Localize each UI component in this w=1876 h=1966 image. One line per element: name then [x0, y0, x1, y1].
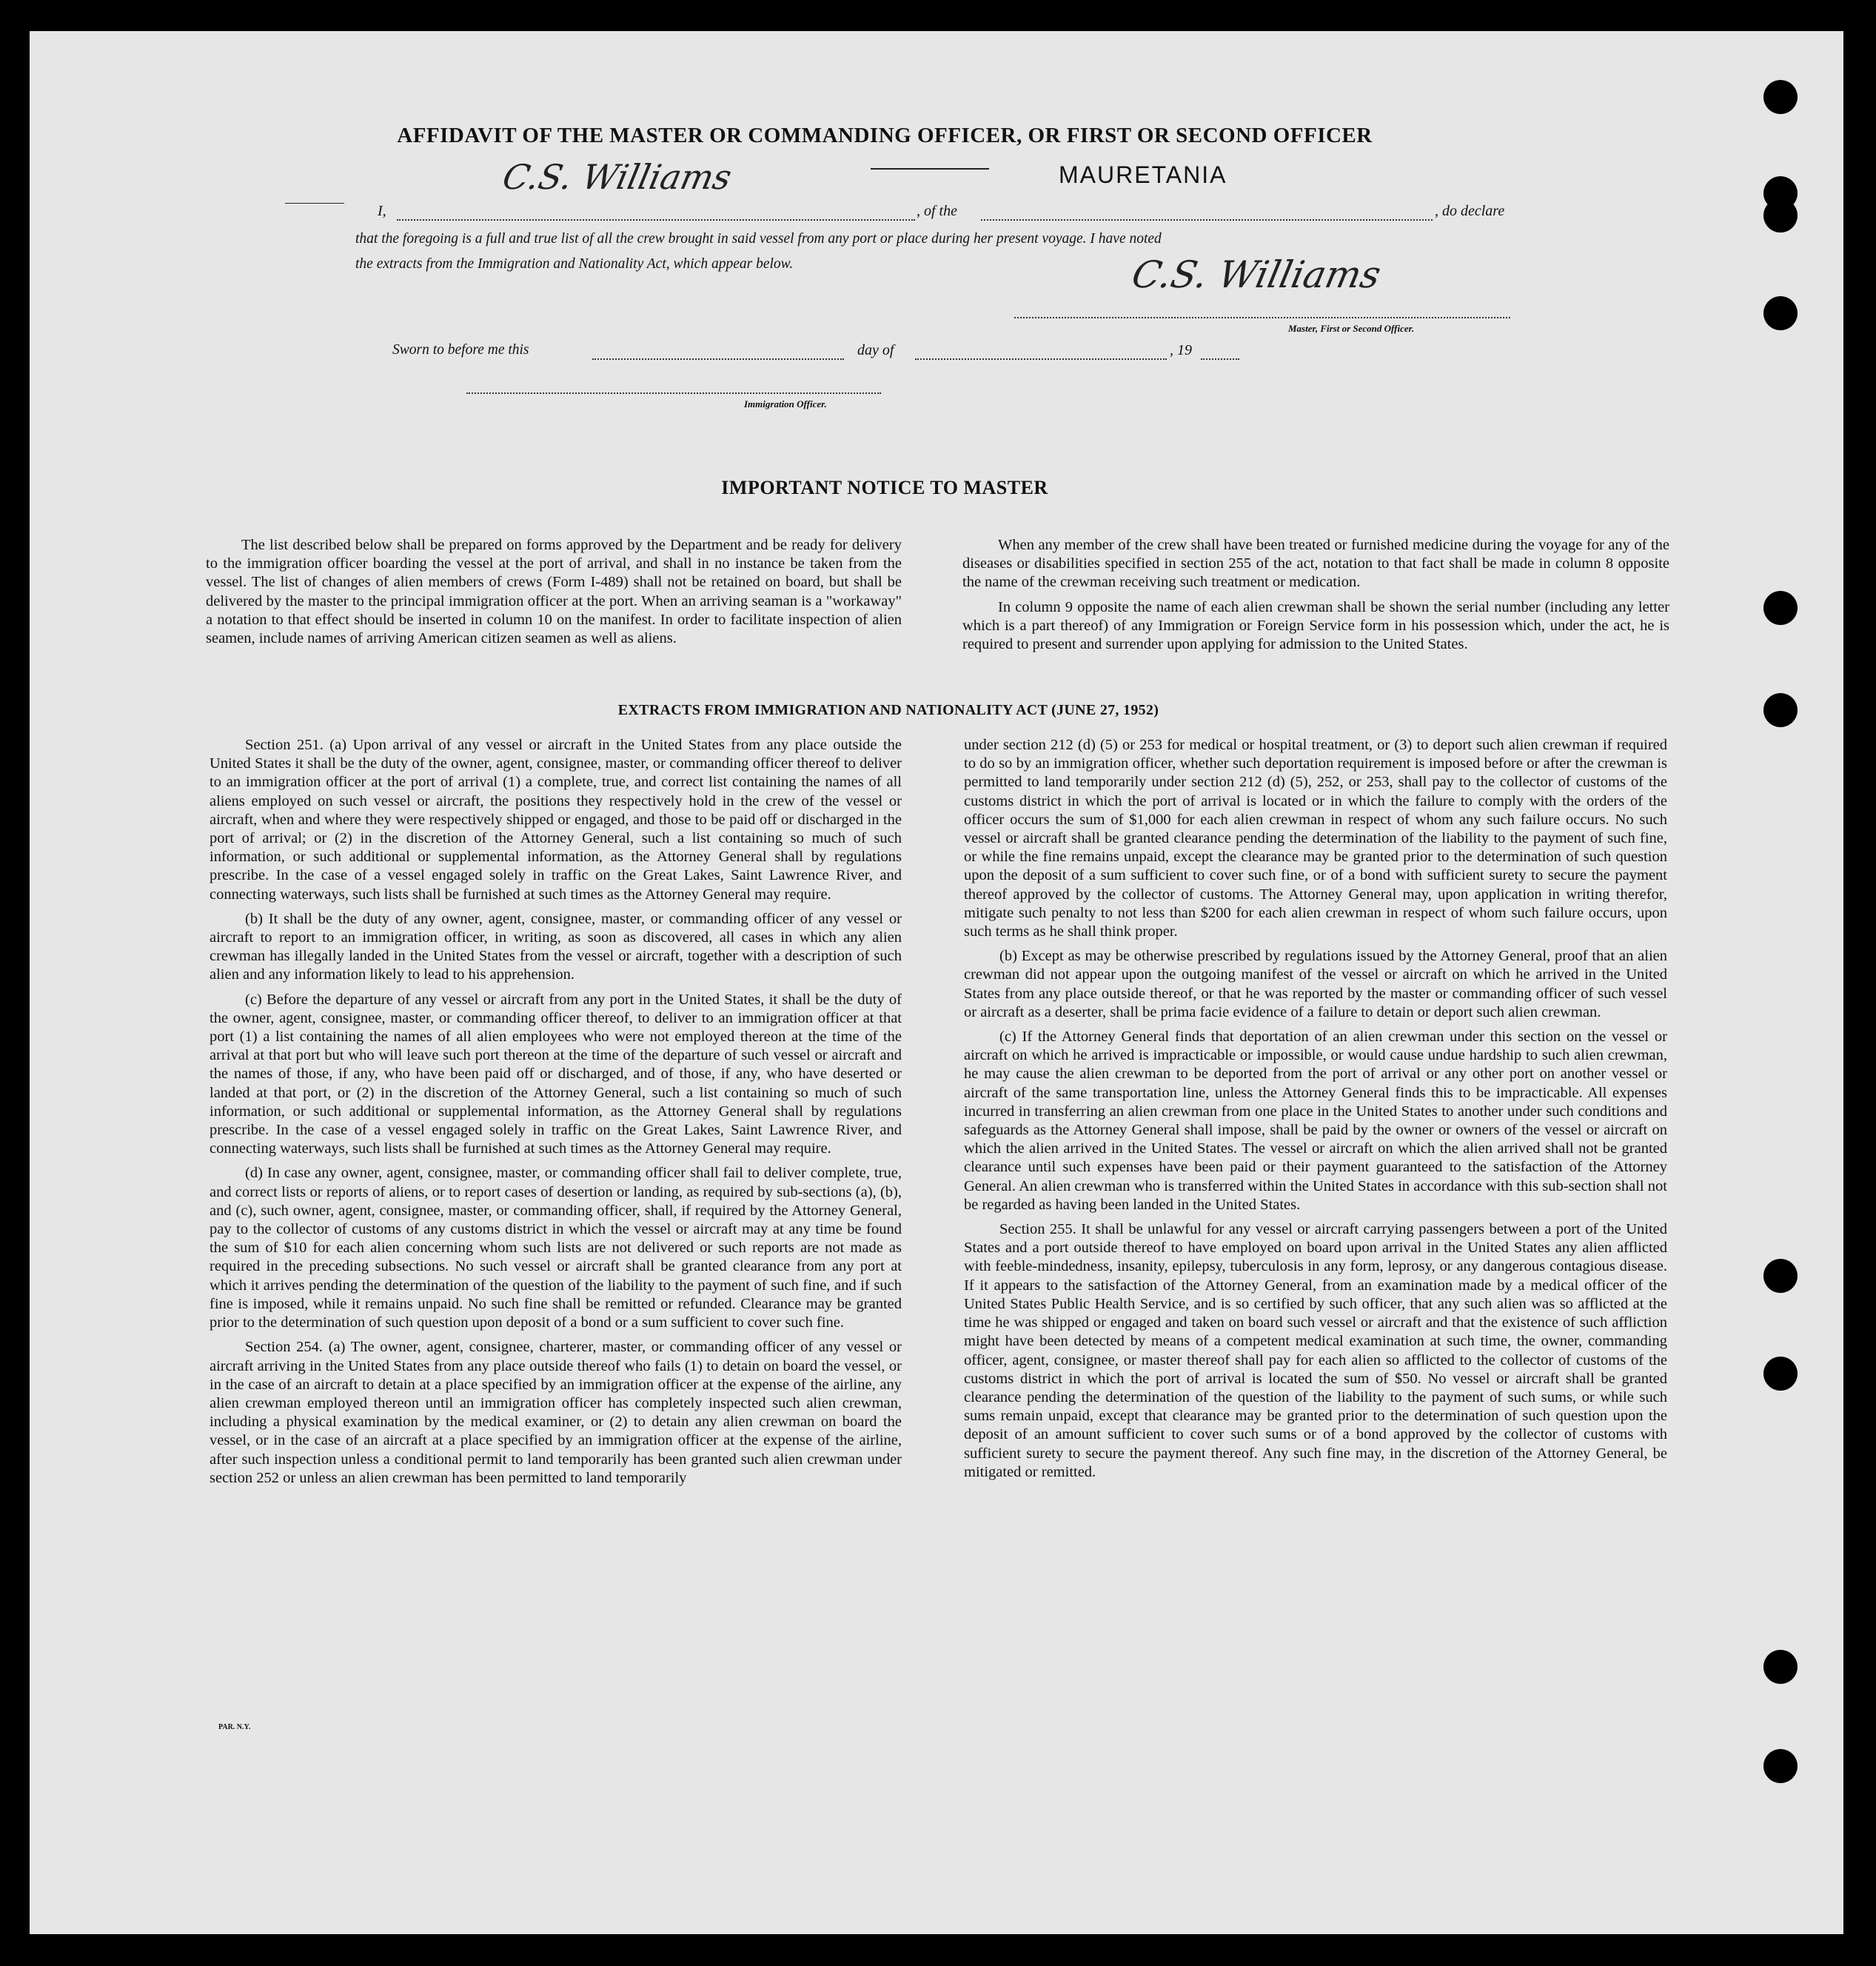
section-251-c: (c) Before the departure of any vessel or aircraft from any port in the United States, it shall be the duty of the owner, agent, consignee, master, or commanding officer thereof, to deliver to an immigration officer at that port (1) a list containing the names of all alien employees who were not employed thereon at the time of the arrival at that port but who will leave such port thereon at the time of the departure of such vessel or aircraft and the names of those, if any, who have been paid off or discharged, and of those, if any, who have deserted or landed at that port, or (2) in the discretion of the Attorney General, such a list containing so much of such information, or such additional or supplemental information, as the Attorney General shall by regulations prescribe. In the case of a vessel engaged solely in traffic on the Great Lakes, Saint Lawrence River, and connecting waterways, such lists shall be furnished at such times as the Attorney General may require.: [210, 991, 902, 1157]
signature-caption: Master, First or Second Officer.: [1288, 323, 1415, 334]
notice-right-column: [962, 536, 1669, 660]
punch-hole: [1763, 296, 1798, 330]
notice-title: IMPORTANT NOTICE TO MASTER: [721, 477, 1048, 498]
section-254-c: (c) If the Attorney General finds that deportation of an alien crewman under this section on the vessel or aircraft on which he arrived is impracticable or impossible, or would cause undue hardship to such alien crewman, he may cause the alien crewman to be deported from the port of arrival or any other port on another vessel or aircraft of the same transportation line, unless the Attorney General finds this to be impracticable. All expenses incurred in transferring an alien crewman from one place in the United States to another under such conditions and safeguards as the Attorney General shall impose, shall be paid by the owner or owners of the vessel or aircraft on which the alien arrived in the United States. The vessel or aircraft on which the alien arrived shall not be granted clearance until such expenses have been paid or their payment guaranteed to the satisfaction of the Attorney General. An alien crewman who is transferred within the United States in accordance with this sub-section shall not be regarded as having been landed in the United States.: [964, 1029, 1667, 1213]
section-251-b: (b) It shall be the duty of any owner, agent, consignee, master, or commanding officer of any vessel or aircraft to report to an immigration officer, in writing, as soon as discovered, all cases in which any alien crewman has illegally landed in the United States from the vessel or aircraft, together with a description of such alien and any information likely to lead to his apprehension.: [210, 910, 902, 983]
title-divider: [871, 168, 989, 170]
section-254-a: Section 254. (a) The owner, agent, consignee, charterer, master, or commanding officer of any vessel or aircraft arriving in the United States from any place outside thereof who fails (1) to detain on board the vessel, or in the case of an aircraft to detain at a place specified by an immigration officer at the expense of the airline, any alien crewman employed thereon until an immigration officer has completely inspected such alien crewman, including a physical examination by the medical examiner, or (2) to detain any alien crewman on board the vessel, or in the case of an aircraft at a place specified by an immigration officer at the expense of the airline, after such inspection unless a conditional permit to land temporarily has been granted such alien crewman under section 252 or unless an alien crewman has been permitted to land temporarily: [210, 1339, 902, 1486]
immigration-officer-line: [466, 392, 881, 394]
punch-hole: [1763, 693, 1798, 727]
printer-mark: PAR. N.Y.: [218, 1723, 251, 1731]
notice-right-paragraph-2: In column 9 opposite the name of each alien crewman shall be shown the serial number (including any letter which is a part thereof) of any Immigration or Foreign Service form in his possession which, under the act, he is required to present and surrender upon applying for admission to the United States.: [962, 598, 1669, 653]
extracts-title: EXTRACTS FROM IMMIGRATION AND NATIONALITY ACT (JUNE 27, 1952): [617, 702, 1159, 718]
vessel-fill-line: [981, 219, 1433, 221]
sworn-day-line: [592, 358, 844, 360]
section-251-d: (d) In case any owner, agent, consignee, master, or commanding officer shall fail to deliver complete, true, and correct lists or reports of aliens, or to report cases of desertion or landing, as required by sub-sections (a), (b), and (c), such owner, agent, consignee, master, or commanding officer, shall, if required by the Attorney General, pay to the collector of customs of any customs district in which the vessel or aircraft may at any time be found the sum of $10 for each alien concerning whom such lists are not delivered or such reports are not made as required in the preceding subsections. No such vessel or aircraft shall be granted clearance from any port at which it arrives pending the determination of the question of the liability to the payment of such fine, and if such fine is imposed, while it remains unpaid. No such fine shall be remitted or refunded. Clearance may be granted prior to the determination of such question upon deposit of a bond or a sum sufficient to cover such fine.: [210, 1165, 902, 1331]
declaration-of-the: , of the: [917, 203, 957, 219]
extracts-left-column: [210, 736, 902, 1494]
section-251-a: Section 251. (a) Upon arrival of any vessel or aircraft in the United States from any place outside the United States it shall be the duty of the owner, agent, consignee, master, or commanding officer thereof to deliver to an immigration officer at the port of arrival (1) a complete, true, and correct list containing the names of all aliens employed on such vessel or aircraft, the positions they respectively hold in the crew of the vessel or aircraft, when and where they were respectively shipped or engaged, and those to be paid off or discharged in the port of arrival; or (2) in the discretion of the Attorney General, such a list containing so much of such information, or such additional or supplemental information, as the Attorney General shall by regulations prescribe. In the case of a vessel engaged solely in traffic on the Great Lakes, Saint Lawrence River, and connecting waterways, such lists shall be furnished at such times as the Attorney General may require.: [210, 737, 902, 903]
signature-line: [1014, 317, 1510, 318]
sworn-text: Sworn to before me this: [392, 342, 529, 358]
section-255: Section 255. It shall be unlawful for any vessel or aircraft carrying passengers between a port of the United States and a port outside thereof to have employed on board upon arrival in the United States any alien afflicted with feeble-mindedness, insanity, epilepsy, tuberculosis in any form, leprosy, or any dangerous contagious disease. If it appears to the satisfaction of the Attorney General, from an examination made by a medical officer of the United States Public Health Service, and is so certified by such officer, that any such alien was so afflicted at the time he was shipped or engaged and taken on board such vessel or aircraft and that the existence of such affliction might have been detected by means of a competent medical examination at such time, the owner, commanding officer, agent, consignee, or master thereof shall pay for each alien so afflicted to the collector of customs of the customs district in which the port of arrival is located the sum of $50. No vessel or aircraft shall be granted clearance pending the determination of the question of the liability to the payment of such sums, or while such sums remain unpaid, except that clearance may be granted prior to the determination of such question upon the deposit of an amount sufficient to cover such sums or of a bond approved by the collector of customs with sufficient surety to secure the payment thereof. Any such fine may, in the discretion of the Attorney General, be mitigated or remitted.: [964, 1221, 1667, 1480]
punch-hole: [1763, 1357, 1798, 1391]
section-254-a-continued: under section 212 (d) (5) or 253 for medical or hospital treatment, or (3) to deport such alien crewman if required to do so by an immigration officer, whether such deportation requirement is imposed before or after the crewman is permitted to land temporarily under section 212 (d) (5), 252, or 253, shall pay to the collector of customs of the customs district in which the port of arrival is located or in which the failure to comply with the orders of the officer occurs the sum of $1,000 for each alien crewman in respect of whom any such failure occurs. No such vessel or aircraft shall be granted clearance pending the determination of the liability to the payment of such fine, or while the fine remains unpaid, except the clearance may be granted prior to the determination of such question upon the deposit of a sum sufficient to cover such fine, or of a bond with sufficient surety to secure the payment thereof approved by the collector of customs. The Attorney General may, upon application in writing therefor, mitigate such penalty to not less than $200 for each alien crewman in respect of whom such failure occurs, upon such terms as he shall think proper.: [964, 737, 1667, 940]
sworn-year-prefix: , 19: [1170, 342, 1192, 358]
sworn-month-line: [915, 358, 1167, 360]
name-fill-line: [397, 219, 915, 221]
declaration-line-1: that the foregoing is a full and true list of all the crew brought in said vessel from any port or place during her present voyage. I have noted: [355, 231, 1162, 247]
form-page: [30, 31, 1843, 1934]
punch-hole: [1763, 1749, 1798, 1783]
sworn-year-line: [1201, 358, 1239, 360]
punch-hole: [1763, 1650, 1798, 1684]
notice-right-paragraph-1: When any member of the crew shall have been treated or furnished medicine during the voyage for any of the diseases or disabilities specified in section 255 of the act, notation to that fact shall be made in column 8 opposite the name of the crewman receiving such treatment or medication.: [962, 537, 1669, 591]
stray-mark: [285, 203, 344, 204]
declaration-i: I,: [378, 203, 386, 219]
punch-hole: [1763, 1259, 1798, 1293]
officer-signature: C.S. Williams: [1128, 253, 1385, 296]
declaration-line-2: the extracts from the Immigration and Nationality Act, which appear below.: [355, 256, 794, 272]
sworn-day-of: day of: [857, 342, 894, 358]
extracts-right-column: [964, 736, 1667, 1488]
notice-left-column: [206, 536, 902, 654]
declaration-do-declare: , do declare: [1435, 203, 1505, 219]
vessel-name: MAURETANIA: [1059, 161, 1227, 188]
section-254-b: (b) Except as may be otherwise prescribed by regulations issued by the Attorney General, proof that an alien crewman did not appear upon the outgoing manifest of the vessel or aircraft on which he arrived in the United States from any place outside thereof, or that he was reported by the master or commanding officer of such vessel or aircraft as a deserter, shall be prima facie evidence of a failure to detain or deport such alien crewman.: [964, 948, 1667, 1020]
affidavit-title: AFFIDAVIT OF THE MASTER OR COMMANDING OFFICER, OR FIRST OR SECOND OFFICER: [397, 124, 1373, 147]
master-name-signature: C.S. Williams: [499, 157, 736, 197]
punch-hole: [1763, 591, 1798, 625]
punch-hole: [1763, 80, 1798, 114]
notice-left-paragraph: The list described below shall be prepared on forms approved by the Department and be ready for delivery to the immigration officer boarding the vessel at the port of arrival, and shall in no instance be taken from the vessel. The list of changes of alien members of crews (Form I-489) shall not be retained on board, but shall be delivered by the master to the principal immigration officer at the port. When an arriving seaman is a "workaway" a notation to that effect should be inserted in column 10 on the manifest. In order to facilitate inspection of alien seamen, include names of arriving American citizen seamen as well as aliens.: [206, 537, 902, 647]
immigration-officer-caption: Immigration Officer.: [744, 398, 827, 409]
punch-hole: [1763, 198, 1798, 233]
